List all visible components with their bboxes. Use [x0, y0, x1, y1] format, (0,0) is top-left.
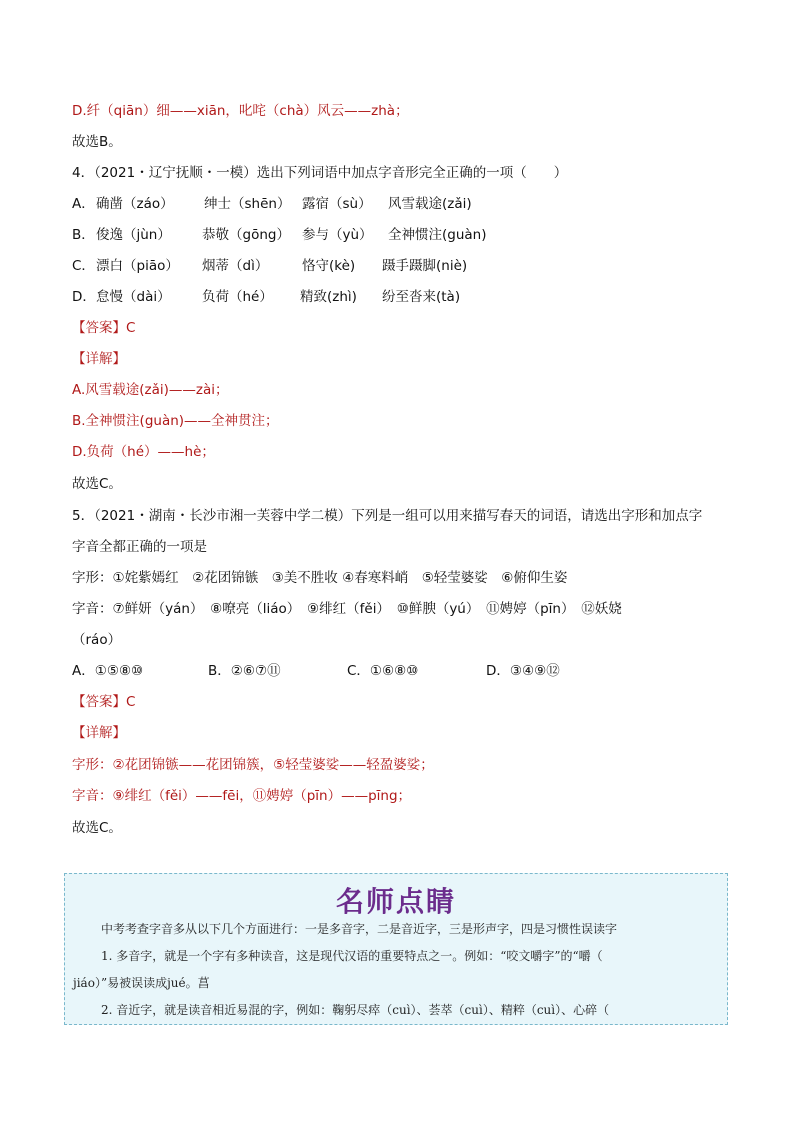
q5-stem-line1: 5．（2021・湖南・长沙市湘一芙蓉中学二模）下列是一组可以用来描写春天的词语，请选出字形和加点字	[72, 508, 703, 524]
tip-intro: 中考考查字音多从以下几个方面进行：一是多音字，二是音近字，三是形声字，四是习惯性误读字	[101, 922, 618, 936]
q5-detail-sound: 字音：⑨绯红（fěi）——fēi，⑪娉婷（pīn）——pīng；	[72, 788, 412, 804]
q3-conclusion: 故选B。	[72, 134, 122, 150]
q3-option-d-correction: D.纤（qiān）细——xiān，叱咤（chà）风云——zhà；	[72, 103, 409, 119]
q5-conclusion: 故选C。	[72, 820, 122, 836]
q4-answer: 【答案】C	[72, 320, 136, 336]
option-label: C．	[72, 258, 95, 274]
q5-sound-list: 字音：⑦鲜妍（yán） ⑧嘹亮（liáo） ⑨绯红（fěi） ⑩鲜腴（yú） ⑪娉婷（pīn） ⑫妖娆	[72, 601, 622, 617]
tip-title: 名师点睛	[335, 885, 456, 918]
option-word: 烟蒂（dì）	[202, 258, 269, 274]
option-word: 恭敬（gōng）	[202, 227, 290, 243]
tip-item1-line1: 1. 多音字，就是一个字有多种读音，这是现代汉语的重要特点之一。例如：“咬文嚼字”的“嚼（	[101, 949, 603, 963]
option-word: 漂白（piāo）	[96, 258, 179, 274]
option-word: 纷至沓来(tà)	[382, 289, 461, 305]
option-word: 恪守(kè)	[302, 258, 356, 274]
option-word: 风雪载途(zǎi)	[388, 196, 472, 212]
q5-answer: 【答案】C	[72, 694, 136, 710]
q5-detail-form: 字形：②花团锦镞——花团锦簇，⑤轻莹婆娑——轻盈婆娑；	[72, 757, 434, 773]
option-word: 怠慢（dài）	[96, 289, 171, 305]
q5-choice-b: B．②⑥⑦⑪	[208, 663, 281, 679]
q5-detail-heading: 【详解】	[72, 725, 126, 741]
tip-item1-line2: jiáo）”易被误读成jué。菖	[73, 976, 210, 990]
tip-item2-line1: 2. 音近字，就是读音相近易混的字，例如：鞠躬尽瘁（cuì）、荟萃（cuì）、精粹（cuì）、心碎（	[101, 1003, 610, 1017]
q4-detail-heading: 【详解】	[72, 351, 126, 367]
option-word: 露宿（sù）	[302, 196, 372, 212]
q5-form-list: 字形：①姹紫嫣红 ②花团锦镞 ③美不胜收 ④春寒料峭 ⑤轻莹婆娑 ⑥俯仰生姿	[72, 570, 568, 586]
option-word: 全神惯注(guàn)	[388, 227, 487, 243]
q4-detail-d: D.负荷（hé）——hè；	[72, 444, 215, 460]
option-label: B．	[72, 227, 95, 243]
q4-detail-b: B.全神惯注(guàn)——全神贯注；	[72, 413, 279, 429]
option-word: 俊逸（jùn）	[96, 227, 171, 243]
option-word: 确凿（záo）	[96, 196, 174, 212]
option-word: 精致(zhì)	[300, 289, 357, 305]
q4-stem: 4．（2021・辽宁抚顺・一模）选出下列词语中加点字音形完全正确的一项（ ）	[72, 165, 568, 181]
q5-stem-line2: 字音全都正确的一项是	[72, 539, 207, 555]
teacher-tip-box	[64, 873, 728, 1025]
option-label: D．	[72, 289, 96, 305]
q4-detail-a: A.风雪载途(zǎi)——zài；	[72, 382, 229, 398]
option-word: 负荷（hé）	[202, 289, 273, 305]
option-label: A．	[72, 196, 95, 212]
option-word: 绅士（shēn）	[204, 196, 291, 212]
q5-choice-c: C．①⑥⑧⑩	[347, 663, 419, 679]
option-word: 参与（yù）	[302, 227, 373, 243]
q5-choice-a: A．①⑤⑧⑩	[72, 663, 144, 679]
q5-sound-list-cont: （ráo）	[72, 632, 122, 648]
option-word: 蹑手蹑脚(niè)	[382, 258, 468, 274]
q5-choice-d: D．③④⑨⑫	[486, 663, 560, 679]
q4-conclusion: 故选C。	[72, 476, 122, 492]
